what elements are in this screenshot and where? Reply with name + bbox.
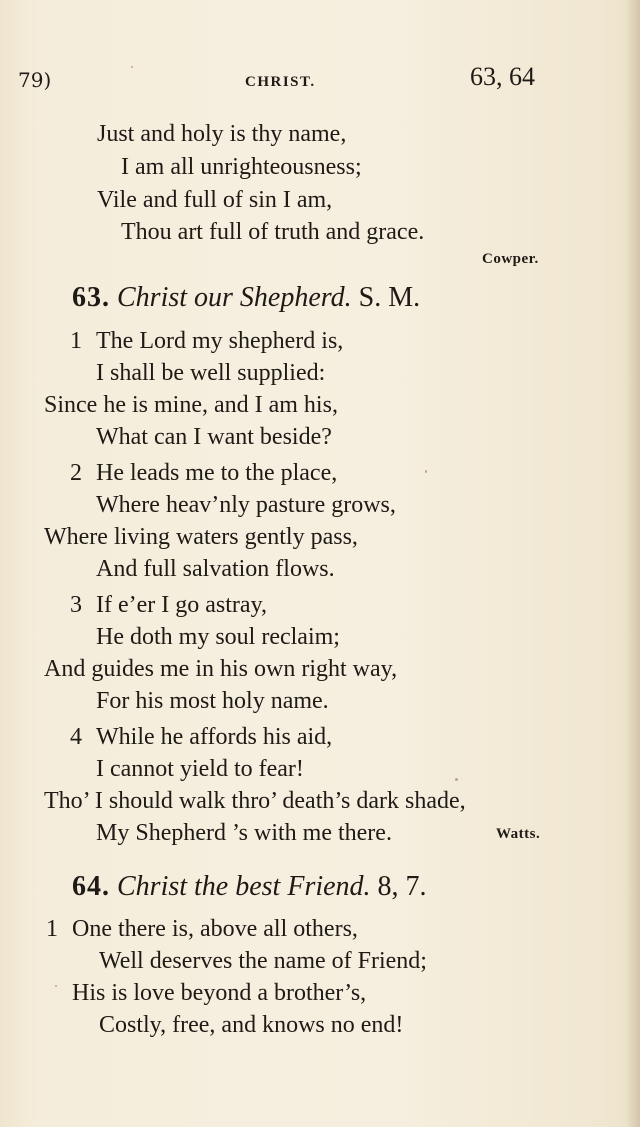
page-number: 79)	[18, 68, 52, 92]
verse-line: Where living waters gently pass,	[44, 524, 358, 550]
verse-line: One there is, above all others,	[72, 916, 358, 942]
verse-line: And full salvation flows.	[96, 556, 335, 582]
verse-line: Just and holy is thy name,	[97, 121, 347, 147]
hymn-number: 63.	[72, 282, 110, 313]
verse-line: The Lord my shepherd is,	[96, 328, 344, 354]
verse-line: What can I want beside?	[96, 424, 332, 450]
verse-line: My Shepherd ’s with me there.	[96, 820, 392, 846]
hymn-meter: 8, 7.	[377, 871, 427, 902]
verse-line: And guides me in his own right way,	[44, 656, 398, 682]
verse-line: If e’er I go astray,	[96, 592, 268, 618]
hymn-number-range: 63, 64	[470, 62, 535, 91]
page-edge-shadow	[626, 0, 640, 1127]
verse-line: Thou art full of truth and grace.	[121, 219, 425, 245]
paper-speck	[55, 985, 57, 987]
author-attribution: Cowper.	[482, 251, 539, 267]
hymn-number: 64.	[72, 871, 110, 902]
stanza-number: 2	[70, 460, 82, 486]
verse-line: Where heav’nly pasture grows,	[96, 492, 396, 518]
verse-line: He leads me to the place,	[96, 460, 338, 486]
verse-line: Since he is mine, and I am his,	[44, 392, 338, 418]
verse-line: His is love beyond a brother’s,	[72, 980, 367, 1006]
verse-line: I am all unrighteousness;	[121, 154, 362, 180]
stanza-number: 3	[70, 592, 82, 618]
verse-line: He doth my soul reclaim;	[96, 624, 340, 650]
verse-line: Tho’ I should walk thro’ death’s dark shade,	[44, 788, 466, 814]
verse-line: While he affords his aid,	[96, 724, 333, 750]
hymn-name: Christ our Shepherd.	[117, 282, 352, 313]
hymn-name: Christ the best Friend.	[117, 871, 371, 902]
verse-line: I shall be well supplied:	[96, 360, 326, 386]
verse-line: For his most holy name.	[96, 688, 329, 714]
hymn-title-63	[72, 282, 420, 314]
paper-speck	[425, 470, 427, 473]
verse-line: Vile and full of sin I am,	[97, 187, 333, 213]
verse-line: Costly, free, and knows no end!	[99, 1012, 404, 1038]
section-heading: CHRIST.	[245, 74, 316, 90]
stanza-number: 4	[70, 724, 82, 750]
verse-line: I cannot yield to fear!	[96, 756, 304, 782]
verse-line: Well deserves the name of Friend;	[99, 948, 427, 974]
stanza-number: 1	[70, 328, 82, 354]
paper-speck	[131, 66, 133, 68]
hymn-meter: S. M.	[358, 282, 421, 313]
stanza-number: 1	[46, 916, 58, 942]
paper-speck	[455, 778, 458, 781]
hymn-title-64	[72, 871, 427, 903]
author-attribution: Watts.	[496, 826, 541, 842]
